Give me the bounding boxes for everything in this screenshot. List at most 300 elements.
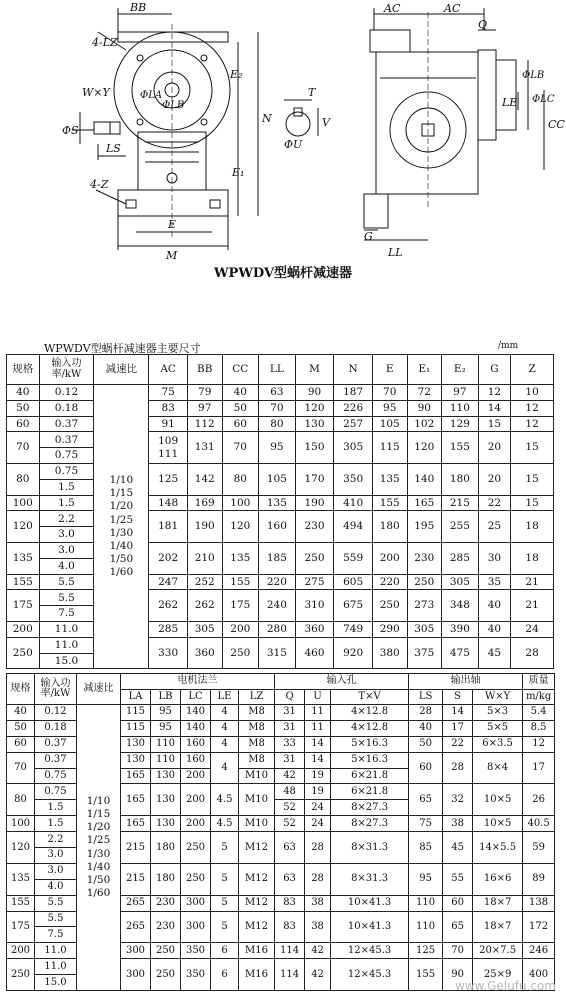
table-cell: 42: [305, 943, 331, 959]
table-cell: 91: [149, 416, 188, 432]
table-cell: 350: [334, 463, 373, 495]
mass-cell: 26: [523, 784, 555, 816]
table-cell: 155: [409, 959, 443, 991]
table-cell: M8: [239, 752, 275, 768]
table-cell: 130: [151, 784, 181, 816]
table-cell: 110: [442, 400, 479, 416]
table-cell: 14: [305, 752, 331, 768]
table-row: [7, 400, 554, 416]
table-cell: 300: [121, 959, 151, 991]
table-cell: 19: [305, 768, 331, 784]
table-cell: 15: [511, 495, 554, 511]
table-cell: 63: [259, 385, 296, 401]
table-cell: M16: [239, 959, 275, 991]
table-cell: 110: [409, 911, 443, 943]
power-cell: 5.5: [39, 590, 94, 606]
table-cell: M10: [239, 784, 275, 816]
header-col: E₂: [442, 355, 479, 385]
spec-cell: 50: [7, 720, 35, 736]
table-cell: 360: [295, 621, 334, 637]
spec-cell: 100: [7, 495, 40, 511]
table-cell: 250: [222, 637, 259, 669]
power-cell: 11.0: [35, 959, 77, 975]
mass-cell: 8.5: [523, 720, 555, 736]
table-cell: 175: [222, 590, 259, 622]
table-cell: 160: [181, 736, 211, 752]
power-cell: 1.5: [39, 495, 94, 511]
table-cell: 10×5: [473, 816, 523, 832]
table-cell: 120: [222, 511, 259, 543]
table-cell: 200: [372, 542, 407, 574]
power-cell: 15.0: [35, 975, 77, 991]
table-cell: 18: [511, 542, 554, 574]
table-cell: 105: [259, 463, 296, 495]
table-cell: 202: [149, 542, 188, 574]
table-row: [7, 621, 554, 637]
table-cell: 95: [151, 705, 181, 721]
table-cell: 200: [181, 816, 211, 832]
table-cell: 52: [275, 816, 305, 832]
power-cell: 0.18: [39, 400, 94, 416]
table-cell: 120: [407, 432, 442, 464]
table-row: [7, 511, 554, 527]
power-cell: 0.75: [35, 768, 77, 784]
table-cell: 125: [409, 943, 443, 959]
table-cell: 97: [187, 400, 222, 416]
table-cell: 165: [121, 784, 151, 816]
header-col: N: [334, 355, 373, 385]
table-cell: 131: [187, 432, 222, 464]
table-cell: 265: [121, 895, 151, 911]
table-cell: 230: [407, 542, 442, 574]
table-cell: 180: [372, 511, 407, 543]
table-cell: 31: [275, 705, 305, 721]
svg-text:V: V: [322, 116, 330, 129]
table-cell: 215: [121, 863, 151, 895]
table-cell: 200: [222, 621, 259, 637]
table-cell: 83: [275, 895, 305, 911]
mass-cell: 17: [523, 752, 555, 784]
table-cell: 165: [407, 495, 442, 511]
table-cell: 305: [334, 432, 373, 464]
spec-cell: 40: [7, 385, 40, 401]
side-right-flange: [478, 50, 496, 140]
svg-text:LL: LL: [388, 246, 403, 259]
table-cell: 280: [259, 621, 296, 637]
dimension-table-1: [6, 354, 554, 669]
table-cell: 38: [305, 895, 331, 911]
table-cell: 230: [151, 911, 181, 943]
table-cell: 32: [443, 784, 473, 816]
power-cell: 0.37: [35, 752, 77, 768]
table-cell: 12×45.3: [331, 959, 409, 991]
table-cell: 5×16.3: [331, 752, 409, 768]
header-mass: 质量: [523, 674, 555, 690]
table-cell: 220: [259, 574, 296, 590]
table-cell: 250: [407, 574, 442, 590]
table-cell: 97: [442, 385, 479, 401]
table-row: [7, 542, 554, 558]
front-input-shaft: [94, 122, 120, 134]
table-cell: 95: [259, 432, 296, 464]
table-cell: 375: [407, 637, 442, 669]
table-row: [7, 574, 554, 590]
table-cell: 55: [443, 863, 473, 895]
power-cell: 7.5: [39, 606, 94, 622]
table-cell: 230: [295, 511, 334, 543]
spec-cell: 60: [7, 736, 35, 752]
table-cell: 80: [222, 463, 259, 495]
table-cell: 5×16.3: [331, 736, 409, 752]
subheader-col: LZ: [239, 689, 275, 705]
svg-text:ΦU: ΦU: [284, 138, 303, 151]
table-cell: 15: [478, 416, 511, 432]
svg-text:AC: AC: [384, 2, 401, 15]
table-cell: 181: [149, 511, 188, 543]
power-cell: 5.5: [35, 911, 77, 927]
side-base: [364, 194, 388, 228]
table-cell: 5: [211, 895, 239, 911]
power-cell: 7.5: [35, 927, 77, 943]
subheader-col: T×V: [331, 689, 409, 705]
table-cell: 150: [295, 432, 334, 464]
power-cell: 11.0: [39, 621, 94, 637]
table-cell: 21: [511, 590, 554, 622]
subheader-col: U: [305, 689, 331, 705]
table-cell: 52: [275, 800, 305, 816]
table-cell: 4×12.8: [331, 705, 409, 721]
svg-text:ΦS: ΦS: [62, 124, 79, 137]
header-col: E: [372, 355, 407, 385]
table-cell: 90: [295, 385, 334, 401]
table-cell: 494: [334, 511, 373, 543]
table-cell: 48: [275, 784, 305, 800]
header-col: AC: [149, 355, 188, 385]
table-cell: 250: [295, 542, 334, 574]
table-cell: 410: [334, 495, 373, 511]
header-spec: 规格: [7, 355, 40, 385]
table-row: [7, 705, 555, 721]
table-cell: 114: [275, 943, 305, 959]
table-row: [7, 637, 554, 653]
table-cell: 110: [409, 895, 443, 911]
table-cell: 11: [305, 720, 331, 736]
table-cell: 60: [443, 895, 473, 911]
table-cell: 65: [443, 911, 473, 943]
table-cell: 60: [222, 416, 259, 432]
table-cell: 5: [211, 911, 239, 943]
table-cell: 10×41.3: [331, 895, 409, 911]
table-cell: 160: [259, 511, 296, 543]
spec-cell: 80: [7, 463, 40, 495]
table-cell: 4.5: [211, 816, 239, 832]
svg-text:AC: AC: [444, 2, 461, 15]
table-cell: 115: [121, 705, 151, 721]
table-cell: 300: [181, 895, 211, 911]
power-cell: 0.37: [35, 736, 77, 752]
table-cell: 10×5: [473, 784, 523, 816]
table-cell: M12: [239, 911, 275, 943]
power-cell: 1.5: [39, 479, 94, 495]
subheader-col: LA: [121, 689, 151, 705]
table-cell: 8×4: [473, 752, 523, 784]
spec-cell: 200: [7, 943, 35, 959]
spec-cell: 70: [7, 432, 40, 464]
table-cell: 215: [121, 832, 151, 864]
subheader-mass-unit: m/kg: [523, 689, 555, 705]
table-cell: 252: [187, 574, 222, 590]
svg-text:LS: LS: [106, 142, 121, 155]
table-cell: 5×3: [473, 705, 523, 721]
table-cell: 250: [372, 590, 407, 622]
table-cell: 90: [407, 400, 442, 416]
table-cell: 210: [187, 542, 222, 574]
table-cell: 28: [305, 832, 331, 864]
table-cell: 63: [275, 832, 305, 864]
table-cell: 114: [275, 959, 305, 991]
table-cell: 348: [442, 590, 479, 622]
table-cell: 28: [305, 863, 331, 895]
table-cell: 17: [443, 720, 473, 736]
table-cell: 285: [442, 542, 479, 574]
table-cell: 8×27.3: [331, 816, 409, 832]
table-cell: 4: [211, 705, 239, 721]
power-cell: 1.5: [35, 800, 77, 816]
table-cell: 180: [151, 832, 181, 864]
table-cell: 226: [334, 400, 373, 416]
table-cell: 65: [409, 784, 443, 816]
table-cell: 25×9: [473, 959, 523, 991]
power-cell: 0.75: [39, 463, 94, 479]
table-title: WPWDV型蜗杆减速器主要尺寸: [44, 342, 201, 355]
power-cell: 4.0: [35, 879, 77, 895]
table-cell: 920: [334, 637, 373, 669]
spec-cell: 120: [7, 511, 40, 543]
front-base: [118, 190, 228, 216]
table-cell: 18: [511, 511, 554, 543]
table-cell: 30: [478, 542, 511, 574]
table-row: [7, 416, 554, 432]
subheader-col: Q: [275, 689, 305, 705]
table-cell: 140: [407, 463, 442, 495]
table-cell: 180: [151, 863, 181, 895]
table-cell: 250: [181, 832, 211, 864]
spec-cell: 50: [7, 400, 40, 416]
svg-text:N: N: [262, 112, 272, 125]
table-cell: 70: [222, 432, 259, 464]
power-cell: 0.12: [39, 385, 94, 401]
mass-cell: 59: [523, 832, 555, 864]
table-cell: 28: [409, 705, 443, 721]
power-cell: 15.0: [39, 653, 94, 669]
svg-text:4-LZ: 4-LZ: [92, 36, 118, 49]
table-cell: 305: [442, 574, 479, 590]
svg-text:W×Y: W×Y: [82, 86, 110, 99]
table-cell: 15: [511, 432, 554, 464]
power-cell: 4.0: [39, 558, 94, 574]
table-cell: 135: [372, 463, 407, 495]
table-cell: 19: [305, 784, 331, 800]
table-cell: 155: [372, 495, 407, 511]
table-cell: 12: [478, 385, 511, 401]
subheader-col: W×Y: [473, 689, 523, 705]
table-cell: 380: [372, 637, 407, 669]
table-cell: 45: [478, 637, 511, 669]
table-cell: 350: [181, 959, 211, 991]
table-cell: 305: [187, 621, 222, 637]
table-cell: 305: [407, 621, 442, 637]
subheader-col: LS: [409, 689, 443, 705]
header-spec: 规格: [7, 674, 35, 705]
table-cell: 40: [478, 590, 511, 622]
spec-cell: 250: [7, 637, 40, 669]
subheader-col: LE: [211, 689, 239, 705]
table-cell: 28: [443, 752, 473, 784]
power-cell: 1.5: [35, 816, 77, 832]
table-cell: 70: [259, 400, 296, 416]
table-cell: 83: [275, 911, 305, 943]
dimension-table-2: [6, 673, 555, 991]
table-cell: 14×5.5: [473, 832, 523, 864]
table-cell: 6×3.5: [473, 736, 523, 752]
table-cell: 390: [442, 621, 479, 637]
table-cell: 109 111: [149, 432, 188, 464]
table-cell: 31: [275, 720, 305, 736]
table-cell: 4×12.8: [331, 720, 409, 736]
table-cell: 190: [295, 495, 334, 511]
table-cell: 90: [443, 959, 473, 991]
table-cell: 135: [222, 542, 259, 574]
header-col: BB: [187, 355, 222, 385]
table-cell: 273: [407, 590, 442, 622]
table-cell: M12: [239, 895, 275, 911]
table-cell: 330: [149, 637, 188, 669]
table-cell: 20: [478, 432, 511, 464]
table-cell: 148: [149, 495, 188, 511]
table-cell: 20: [478, 463, 511, 495]
table-1-header-row: [7, 355, 554, 385]
table-cell: 42: [305, 959, 331, 991]
power-cell: 11.0: [39, 637, 94, 653]
table-cell: M10: [239, 816, 275, 832]
table-cell: 12: [511, 416, 554, 432]
table-cell: 80: [259, 416, 296, 432]
table-cell: 257: [334, 416, 373, 432]
table-cell: 95: [372, 400, 407, 416]
table-cell: 12: [511, 400, 554, 416]
table-cell: 5: [211, 863, 239, 895]
spec-cell: 60: [7, 416, 40, 432]
table-cell: 95: [409, 863, 443, 895]
table-row: [7, 385, 554, 401]
header-input-hole: 输入孔: [275, 674, 409, 690]
mass-cell: 12: [523, 736, 555, 752]
table-cell: 75: [149, 385, 188, 401]
table-cell: 42: [275, 768, 305, 784]
mass-cell: 5.4: [523, 705, 555, 721]
table-cell: 262: [187, 590, 222, 622]
table-cell: M12: [239, 863, 275, 895]
table-cell: M8: [239, 720, 275, 736]
table-cell: 300: [181, 911, 211, 943]
svg-text:ΦLB: ΦLB: [522, 70, 545, 81]
table-cell: 130: [121, 736, 151, 752]
power-cell: 2.2: [35, 832, 77, 848]
power-cell: 0.37: [39, 432, 94, 448]
ratio-cell: 1/10 1/15 1/20 1/25 1/30 1/40 1/50 1/60: [77, 705, 121, 991]
table-cell: 105: [372, 416, 407, 432]
table-cell: 50: [222, 400, 259, 416]
table-cell: 40: [478, 621, 511, 637]
spec-cell: 250: [7, 959, 35, 991]
spec-cell: 120: [7, 832, 35, 864]
table-cell: 360: [187, 637, 222, 669]
table-cell: 300: [121, 943, 151, 959]
power-cell: 0.12: [35, 705, 77, 721]
table-2-header-row: [7, 674, 555, 690]
table-cell: 20×7.5: [473, 943, 523, 959]
table-cell: 102: [407, 416, 442, 432]
svg-text:E₁: E₁: [232, 166, 245, 179]
table-cell: 22: [443, 736, 473, 752]
table-cell: 40: [222, 385, 259, 401]
table-cell: 70: [372, 385, 407, 401]
table-cell: 142: [187, 463, 222, 495]
table-cell: 38: [305, 911, 331, 943]
table-cell: 195: [407, 511, 442, 543]
mass-cell: 172: [523, 911, 555, 943]
table-cell: 10: [511, 385, 554, 401]
spec-cell: 155: [7, 895, 35, 911]
table-cell: 24: [305, 816, 331, 832]
table-cell: 85: [409, 832, 443, 864]
table-cell: 28: [511, 637, 554, 669]
table-cell: 8×31.3: [331, 832, 409, 864]
table-cell: M12: [239, 832, 275, 864]
table-cell: 14: [478, 400, 511, 416]
svg-text:LE: LE: [502, 96, 518, 109]
header-col: M: [295, 355, 334, 385]
table-cell: 200: [181, 768, 211, 784]
svg-text:BB: BB: [130, 1, 147, 14]
table-cell: 10×41.3: [331, 911, 409, 943]
table-cell: 215: [442, 495, 479, 511]
table-cell: 262: [149, 590, 188, 622]
table-cell: 165: [121, 816, 151, 832]
table-cell: 21: [511, 574, 554, 590]
svg-text:CC: CC: [548, 118, 565, 131]
table-cell: 475: [442, 637, 479, 669]
table-cell: 12×45.3: [331, 943, 409, 959]
table-cell: 72: [407, 385, 442, 401]
table-cell: 100: [222, 495, 259, 511]
table-cell: 6: [211, 959, 239, 991]
table-cell: 63: [275, 863, 305, 895]
spec-cell: 175: [7, 911, 35, 943]
table-cell: 18×7: [473, 911, 523, 943]
table-cell: 6: [211, 943, 239, 959]
table-cell: 18×7: [473, 895, 523, 911]
power-cell: 3.0: [35, 863, 77, 879]
header-output-shaft: 输出轴: [409, 674, 523, 690]
spec-cell: 40: [7, 705, 35, 721]
table-cell: 247: [149, 574, 188, 590]
svg-text:M: M: [166, 249, 178, 262]
table-cell: 130: [151, 768, 181, 784]
svg-text:ΦLC: ΦLC: [532, 94, 555, 105]
table-cell: M8: [239, 736, 275, 752]
table-cell: 112: [187, 416, 222, 432]
